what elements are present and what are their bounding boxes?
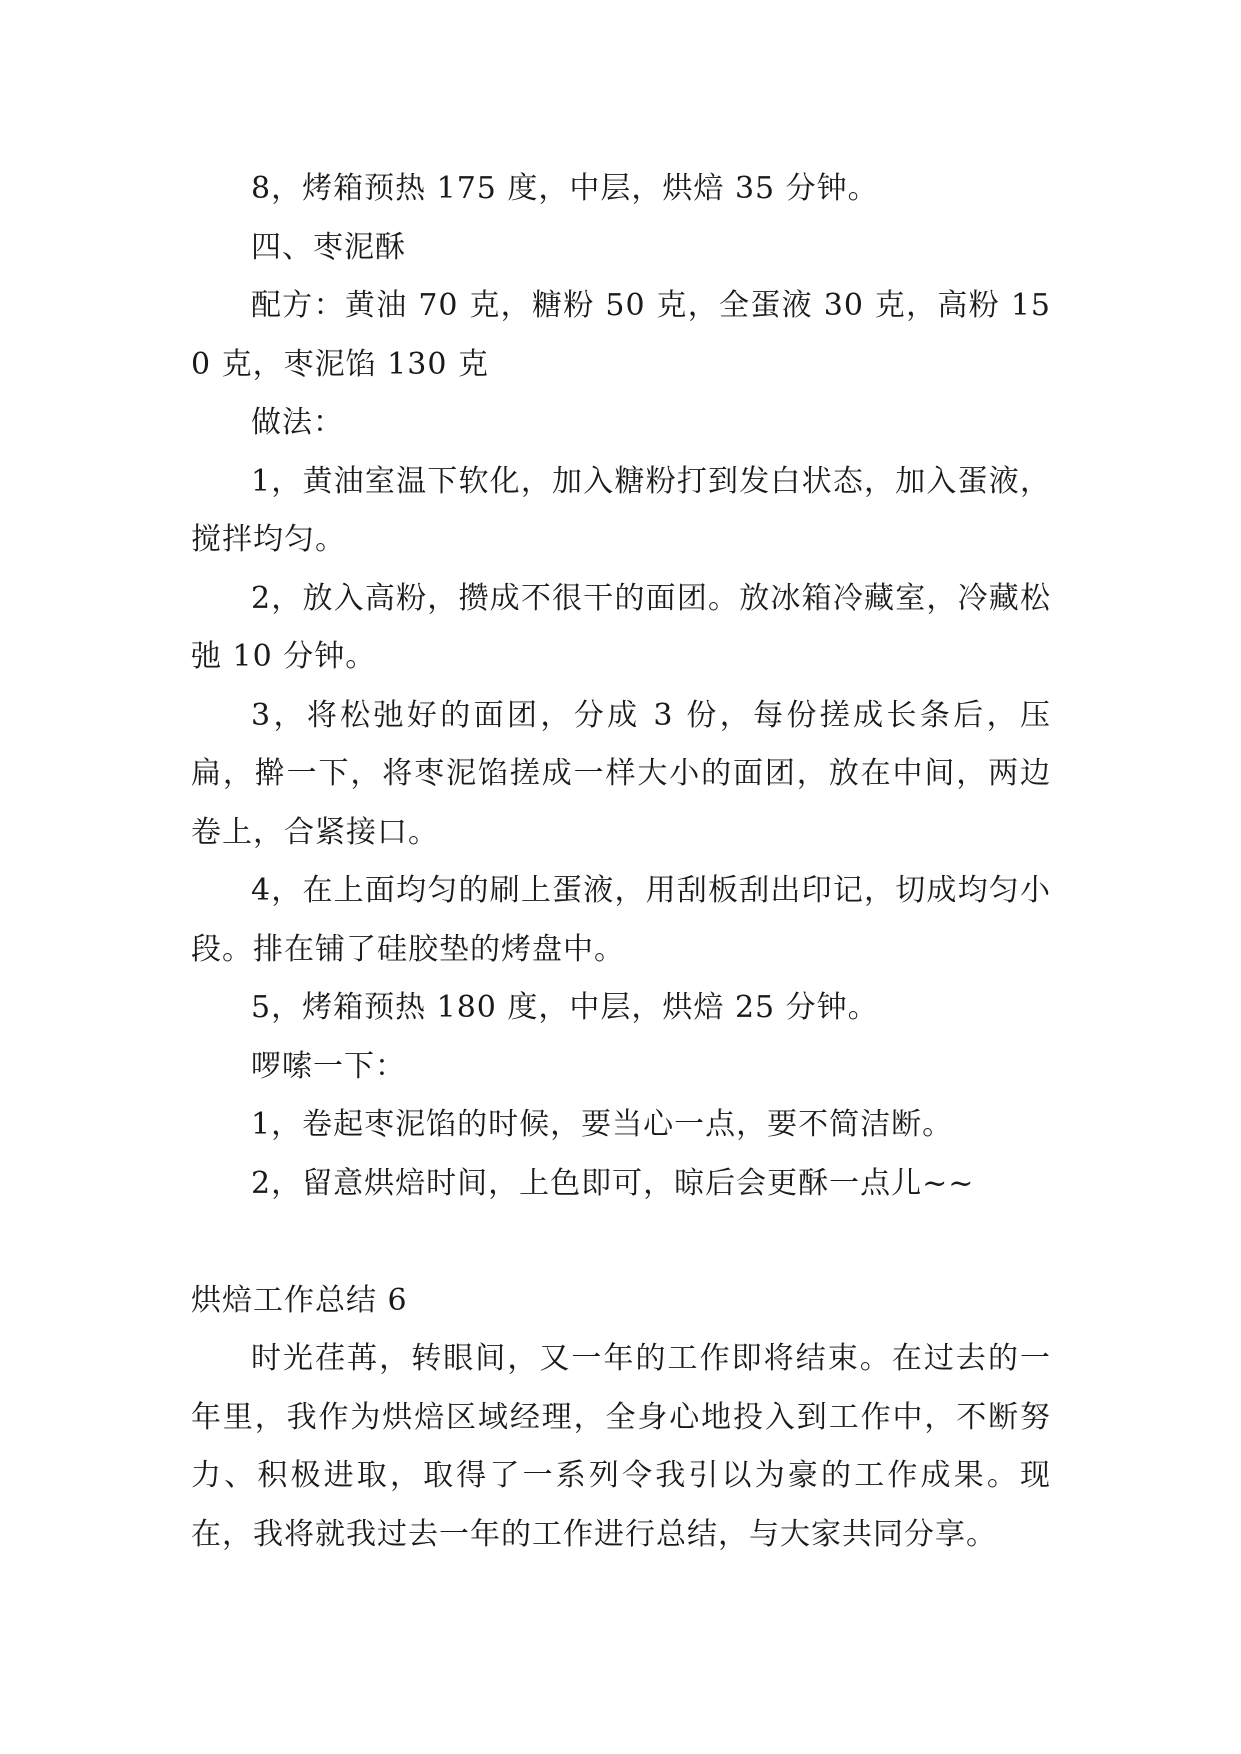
document-body [191, 160, 1051, 1564]
section-paragraph: 时光荏苒，转眼间，又一年的工作即将结束。在过去的一年里，我作为烘焙区域经理，全身心地投入到工作中，不断努力、积极进取，取得了一系列令我引以为豪的工作成果。现在，我将就我过去一年的工作进行总结，与大家共同分享。 [191, 1341, 1051, 1552]
paragraph-tip-1: 1，卷起枣泥馅的时候，要当心一点，要不简洁断。 [251, 1107, 954, 1142]
paragraph-step-5: 5，烤箱预热 180 度，中层，烘焙 25 分钟。 [251, 990, 879, 1025]
paragraph-step-1: 1，黄油室温下软化，加入糖粉打到发白状态，加入蛋液，搅拌均匀。 [191, 463, 1051, 557]
paragraph-step-8: 8，烤箱预热 175 度，中层，烘焙 35 分钟。 [251, 171, 879, 206]
section-gap [191, 1213, 1051, 1272]
paragraph-tip-2: 2，留意烘焙时间，上色即可，晾后会更酥一点儿~~ [251, 1165, 975, 1201]
paragraph-step-2: 2，放入高粉，攒成不很干的面团。放冰箱冷藏室，冷藏松弛 10 分钟。 [191, 580, 1051, 674]
paragraph-step-3: 3，将松弛好的面团，分成 3 份，每份搓成长条后，压扁，擀一下，将枣泥馅搓成一样大小的面团，放在中间，两边卷上，合紧接口。 [191, 697, 1051, 850]
paragraph-method-label: 做法： [251, 405, 344, 440]
subheading-date-paste-pastry: 四、枣泥酥 [251, 229, 406, 265]
section-title: 烘焙工作总结 6 [191, 1282, 408, 1318]
paragraph-tips-label: 啰嗦一下： [251, 1048, 406, 1084]
paragraph-recipe: 配方：黄油 70 克，糖粉 50 克，全蛋液 30 克，高粉 150 克，枣泥馅 130 克 [191, 288, 1051, 382]
paragraph-step-4: 4，在上面均匀的刷上蛋液，用刮板刮出印记，切成均匀小段。排在铺了硅胶垫的烤盘中。 [191, 873, 1051, 967]
